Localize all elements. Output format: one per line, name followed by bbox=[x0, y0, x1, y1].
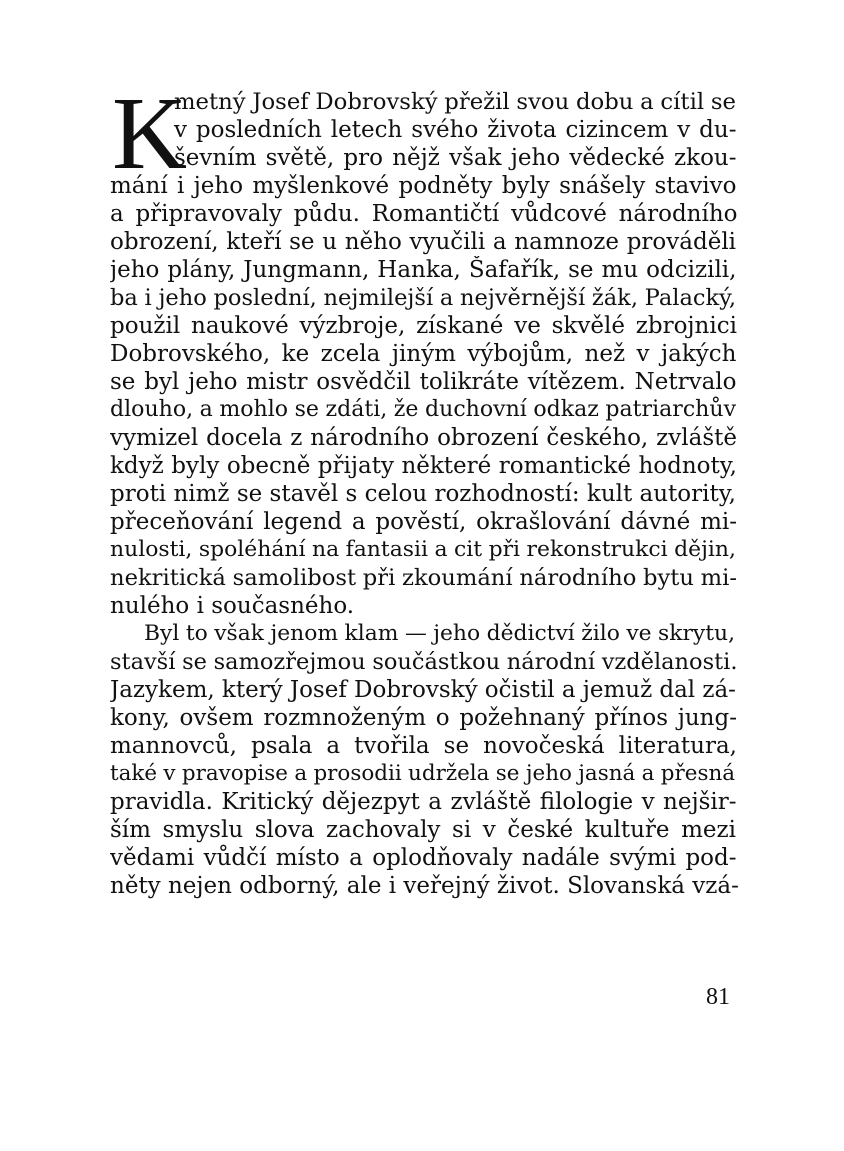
text-line: nulého i současného. bbox=[110, 593, 355, 619]
page-number: 81 bbox=[706, 984, 730, 1010]
text-line: Byl to však jenom klam — jeho dědictví žilo ve skrytu, bbox=[144, 621, 736, 646]
text-line: přeceňování legend a pověstí, okrašlování dávné mi- bbox=[110, 509, 738, 535]
text-line: nulosti, spoléhání na fantasii a cit při rekonstrukci dějin, bbox=[110, 537, 736, 562]
text-line: ším smyslu slova zachovaly si v české kultuře mezi bbox=[110, 817, 736, 843]
text-line: proti nimž se stavěl s celou rozhodností: kult autority, bbox=[110, 481, 736, 507]
text-line: vymizel docela z národního obrození českého, zvláště bbox=[110, 425, 738, 451]
text-line: použil naukové výzbroje, získané ve skvělé zbrojnici bbox=[110, 313, 737, 339]
text-line: mání i jeho myšlenkové podněty byly snášely stavivo bbox=[110, 173, 737, 199]
text-line: také v pravopise a prosodii udržela se jeho jasná a přesná bbox=[110, 761, 736, 786]
text-line: Dobrovského, ke zcela jiným výbojům, než v jakých bbox=[110, 341, 737, 367]
text-line: metný Josef Dobrovský přežil svou dobu a cítil se bbox=[174, 89, 736, 115]
text-line: stavší se samozřejmou součástkou národní vzdělanosti. bbox=[110, 649, 738, 675]
drop-cap: K bbox=[112, 76, 188, 191]
text-line: ba i jeho poslední, nejmilejší a nejvěrnější žák, Palacký, bbox=[110, 285, 737, 311]
text-line: něty nejen odborný, ale i veřejný život. Slovanská vzá- bbox=[110, 873, 739, 899]
text-line: vědami vůdčí místo a oplodňovaly nadále svými pod- bbox=[110, 845, 737, 871]
text-line: mannovců, psala a tvořila se novočeská literatura, bbox=[110, 733, 737, 759]
text-line: dlouho, a mohlo se zdáti, že duchovní odkaz patriarchův bbox=[110, 397, 737, 422]
text-line: ševním světě, pro nějž však jeho vědecké zkou- bbox=[174, 145, 737, 171]
text-line: jeho plány, Jungmann, Hanka, Šafařík, se mu odcizili, bbox=[110, 257, 737, 283]
text-line: Jazykem, který Josef Dobrovský očistil a jemuž dal zá- bbox=[110, 677, 736, 703]
text-line: v posledních letech svého života cizincem v du- bbox=[174, 117, 737, 143]
paragraph-1 bbox=[110, 76, 740, 620]
text-line: kony, ovšem rozmnoženým o požehnaný přínos jung- bbox=[110, 705, 737, 731]
page-text bbox=[110, 76, 740, 900]
text-line: se byl jeho mistr osvědčil tolikráte vítězem. Netrvalo bbox=[110, 369, 737, 395]
text-line: obrození, kteří se u něho vyučili a namnoze prováděli bbox=[110, 229, 737, 255]
paragraph-2 bbox=[110, 620, 740, 900]
text-line: pravidla. Kritický dějezpyt a zvláště filologie v nejšir- bbox=[110, 789, 737, 815]
text-line: když byly obecně přijaty některé romantické hodnoty, bbox=[110, 453, 737, 479]
text-line: nekritická samolibost při zkoumání národního bytu mi- bbox=[110, 565, 737, 591]
text-line: a připravovaly půdu. Romantičtí vůdcové národního bbox=[110, 201, 738, 227]
